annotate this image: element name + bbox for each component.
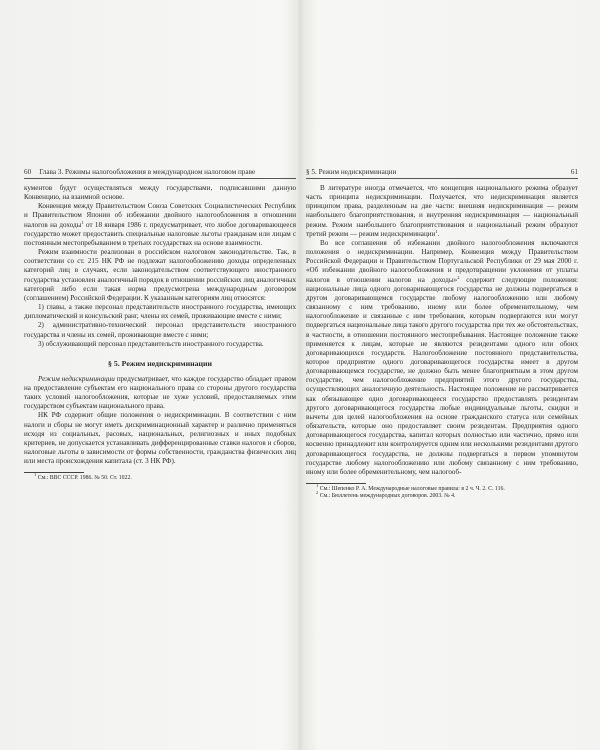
right-running-head-title: § 5. Режим недискриминации	[306, 168, 397, 176]
footnote-divider	[306, 483, 366, 484]
left-footnote-1	[24, 472, 296, 482]
section-emphasis-term: Режим недискриминации	[38, 374, 115, 383]
left-section-paragraph-2: НК РФ содержит общие положения о недискриминации. В соответствии с ним налоги и сборы не могут иметь дискриминационный характер и различно применяться исходя из социальных, расовых, национальных, религиозных и иных подобных критериев, не допускается устанавливать дифференцированные ставки налогов и сборов, налоговые льготы в зависимости от формы собственности, гражданства физических лиц или места происхождения капитала (ст. 3 НК РФ).	[24, 411, 296, 466]
left-list-item-1: 1) главы, а также персонал представительств иностранного государства, имеющих дипломатический и консульский ранг, члены их семей, проживающие вместе с ними;	[24, 303, 296, 321]
footnote-mark-left-1: 1	[81, 219, 84, 225]
right-paragraph-2-text-b: содержит следующие положения: национальные лица одного договаривающегося государства не должны подвергаться в другом договаривающемся государстве любому налогообложению или любому связанному с ним требованию, иному или более обременительному, чем налогообложение и связанные с ним требования, которым подвергаются или могут подвергаться национальные лица такого другого государства при тех же обстоятельствах, в частности, в отношении постоянного местопребывания. Настоящее положение также применяется к лицам, которые не являются резидентами одного или обоих договаривающихся государств. Налогообложение постоянного представительства, которое предприятие одного договаривающегося государства имеет в другом договаривающемся государстве, не должно быть менее благоприятным в этом другом государстве, чем налогообложение предприятий этого другого государства, осуществляющих аналогичную деятельность. Настоящее положение не рассматривается как обязывающее одно договаривающееся государство предоставлять резидентам другого договаривающегося государства любые индивидуальные льготы, скидки и вычеты для целей налогообложения на основе гражданского статуса или семейных обязательств, которые оно предоставляет своим резидентам. Предприятия одного договаривающегося государства, капитал которых полностью или частично, прямо или косвенно принадлежит или контролируется одним или несколькими резидентами другого договаривающегося государства, не должны подвергаться в первом упомянутом государстве любому налогообложению или любому связанному с ним требованию, иному или более обременительному, чем налогооб-	[306, 275, 578, 476]
left-section-paragraph-1	[24, 375, 296, 412]
footnote-mark-right-1: 1	[435, 228, 438, 234]
left-section-paragraph-1-text: предусматривает, что каждое государство обладает правом на предоставление субъектам его национального права со стороны другого государства таких условий налогообложения, которые не хуже условий, предоставляемых этим государством субъектам национального права.	[24, 374, 296, 411]
left-paragraph-2	[24, 202, 296, 248]
right-footnote-2-text: См.: Бюллетень международных договоров. 2003. № 4.	[319, 493, 456, 500]
footnote-mark-right-2: 2	[457, 274, 460, 280]
left-page	[24, 168, 296, 483]
right-running-head	[306, 168, 578, 179]
right-footnote-1-mark: 1	[316, 483, 319, 488]
left-footnotes	[24, 472, 296, 482]
left-paragraph-2-text-b: от 18 января 1986 г. предусматривает, что любое договаривающееся государство может предоставить специальные налоговые льготы гражданам или лицам с постоянным местопребыванием в третьих государствах на основе взаимности.	[24, 220, 296, 247]
right-paragraph-2	[306, 239, 578, 477]
right-footnote-1-text: См.: Шепенко Р. А. Международные налоговые правила: в 2 ч. Ч. 2. С. 116.	[319, 486, 505, 492]
right-footnote-2-mark: 2	[316, 490, 319, 496]
left-running-head-title: Глава 3. Режимы налогообложения в международном налоговом праве	[39, 168, 256, 176]
right-footnote-2	[306, 490, 578, 500]
footnote-divider	[24, 472, 84, 473]
right-paragraph-1-text: В литературе иногда отмечается, что концепция национального режима образует часть принципа недискриминации. Получается, что недискриминация является принципом права, разделенным на две части: внешняя недискриминация — режим наибольшего благоприятствования, и внутренняя недискриминация — национальный режим. Режим наибольшего благоприятствования и национальный режим образуют третий режим — режим недискриминации	[306, 184, 578, 238]
left-page-number: 60	[24, 168, 32, 176]
left-footnote-1-text: См.: ВВС СССР. 1986. № 50. Ст. 1022.	[37, 475, 132, 482]
left-paragraph-2-text-a: Конвенция между Правительством Союза Советских Социалистических Республик и Правительством Японии об избежании двойного налогообложения в отношении налогов на доходы	[24, 202, 296, 229]
right-footnotes	[306, 483, 578, 501]
right-paragraph-1: В литературе иногда отмечается, что концепция национального режима образует часть принципа недискриминации. Получается, что недискриминация является принципом права, разделенным на две части: внешняя недискриминация — режим наибольшего благоприятствования, и внутренняя недискриминация — национальный режим. Режим наибольшего благоприятствования и национальный режим образуют третий режим — режим недискриминации$^1$.	[306, 184, 578, 238]
left-footnote-1-mark: 1	[34, 472, 37, 478]
left-list-item-2: 2) административно-технический персонал представительств иностранного государства и члены их семей, проживающие вместе с ними;	[24, 321, 296, 339]
left-paragraph-1: кументов будут осуществляться между государствами, подписавшими данную Конвенцию, на взаимной основе.	[24, 184, 296, 202]
left-list-item-3: 3) обслуживающий персонал представительств иностранного государства.	[38, 339, 264, 348]
right-paragraph-2-text-a: Во все соглашения об избежании двойного налогообложения включаются положения о недискриминации. Например, Конвенция между Правительством Российской Федерации и Правительством Португальской Республики от 29 мая 2000 г. «Об избежании двойного налогообложения и предотвращении уклонения от уплаты налогов в отношении налогов на доходы»	[306, 238, 578, 284]
left-paragraph-3: Режим взаимности реализован в российском налоговом законодательстве. Так, в соответствии со ст. 215 НК РФ не подлежат налогообложению доходы определенных категорий лиц в случаях, если законодательством соответствующего иностранного государства установлен аналогичный порядок в отношении российских лиц аналогичных категорий либо если такая норма предусмотрена международным договором (соглашением) Российской Федерации. К указанным категориям лиц относятся:	[24, 248, 296, 302]
left-running-head	[24, 168, 296, 179]
right-page-number: 61	[570, 168, 578, 176]
section-heading: § 5. Режим недискриминации	[108, 358, 212, 368]
right-page	[306, 168, 578, 501]
